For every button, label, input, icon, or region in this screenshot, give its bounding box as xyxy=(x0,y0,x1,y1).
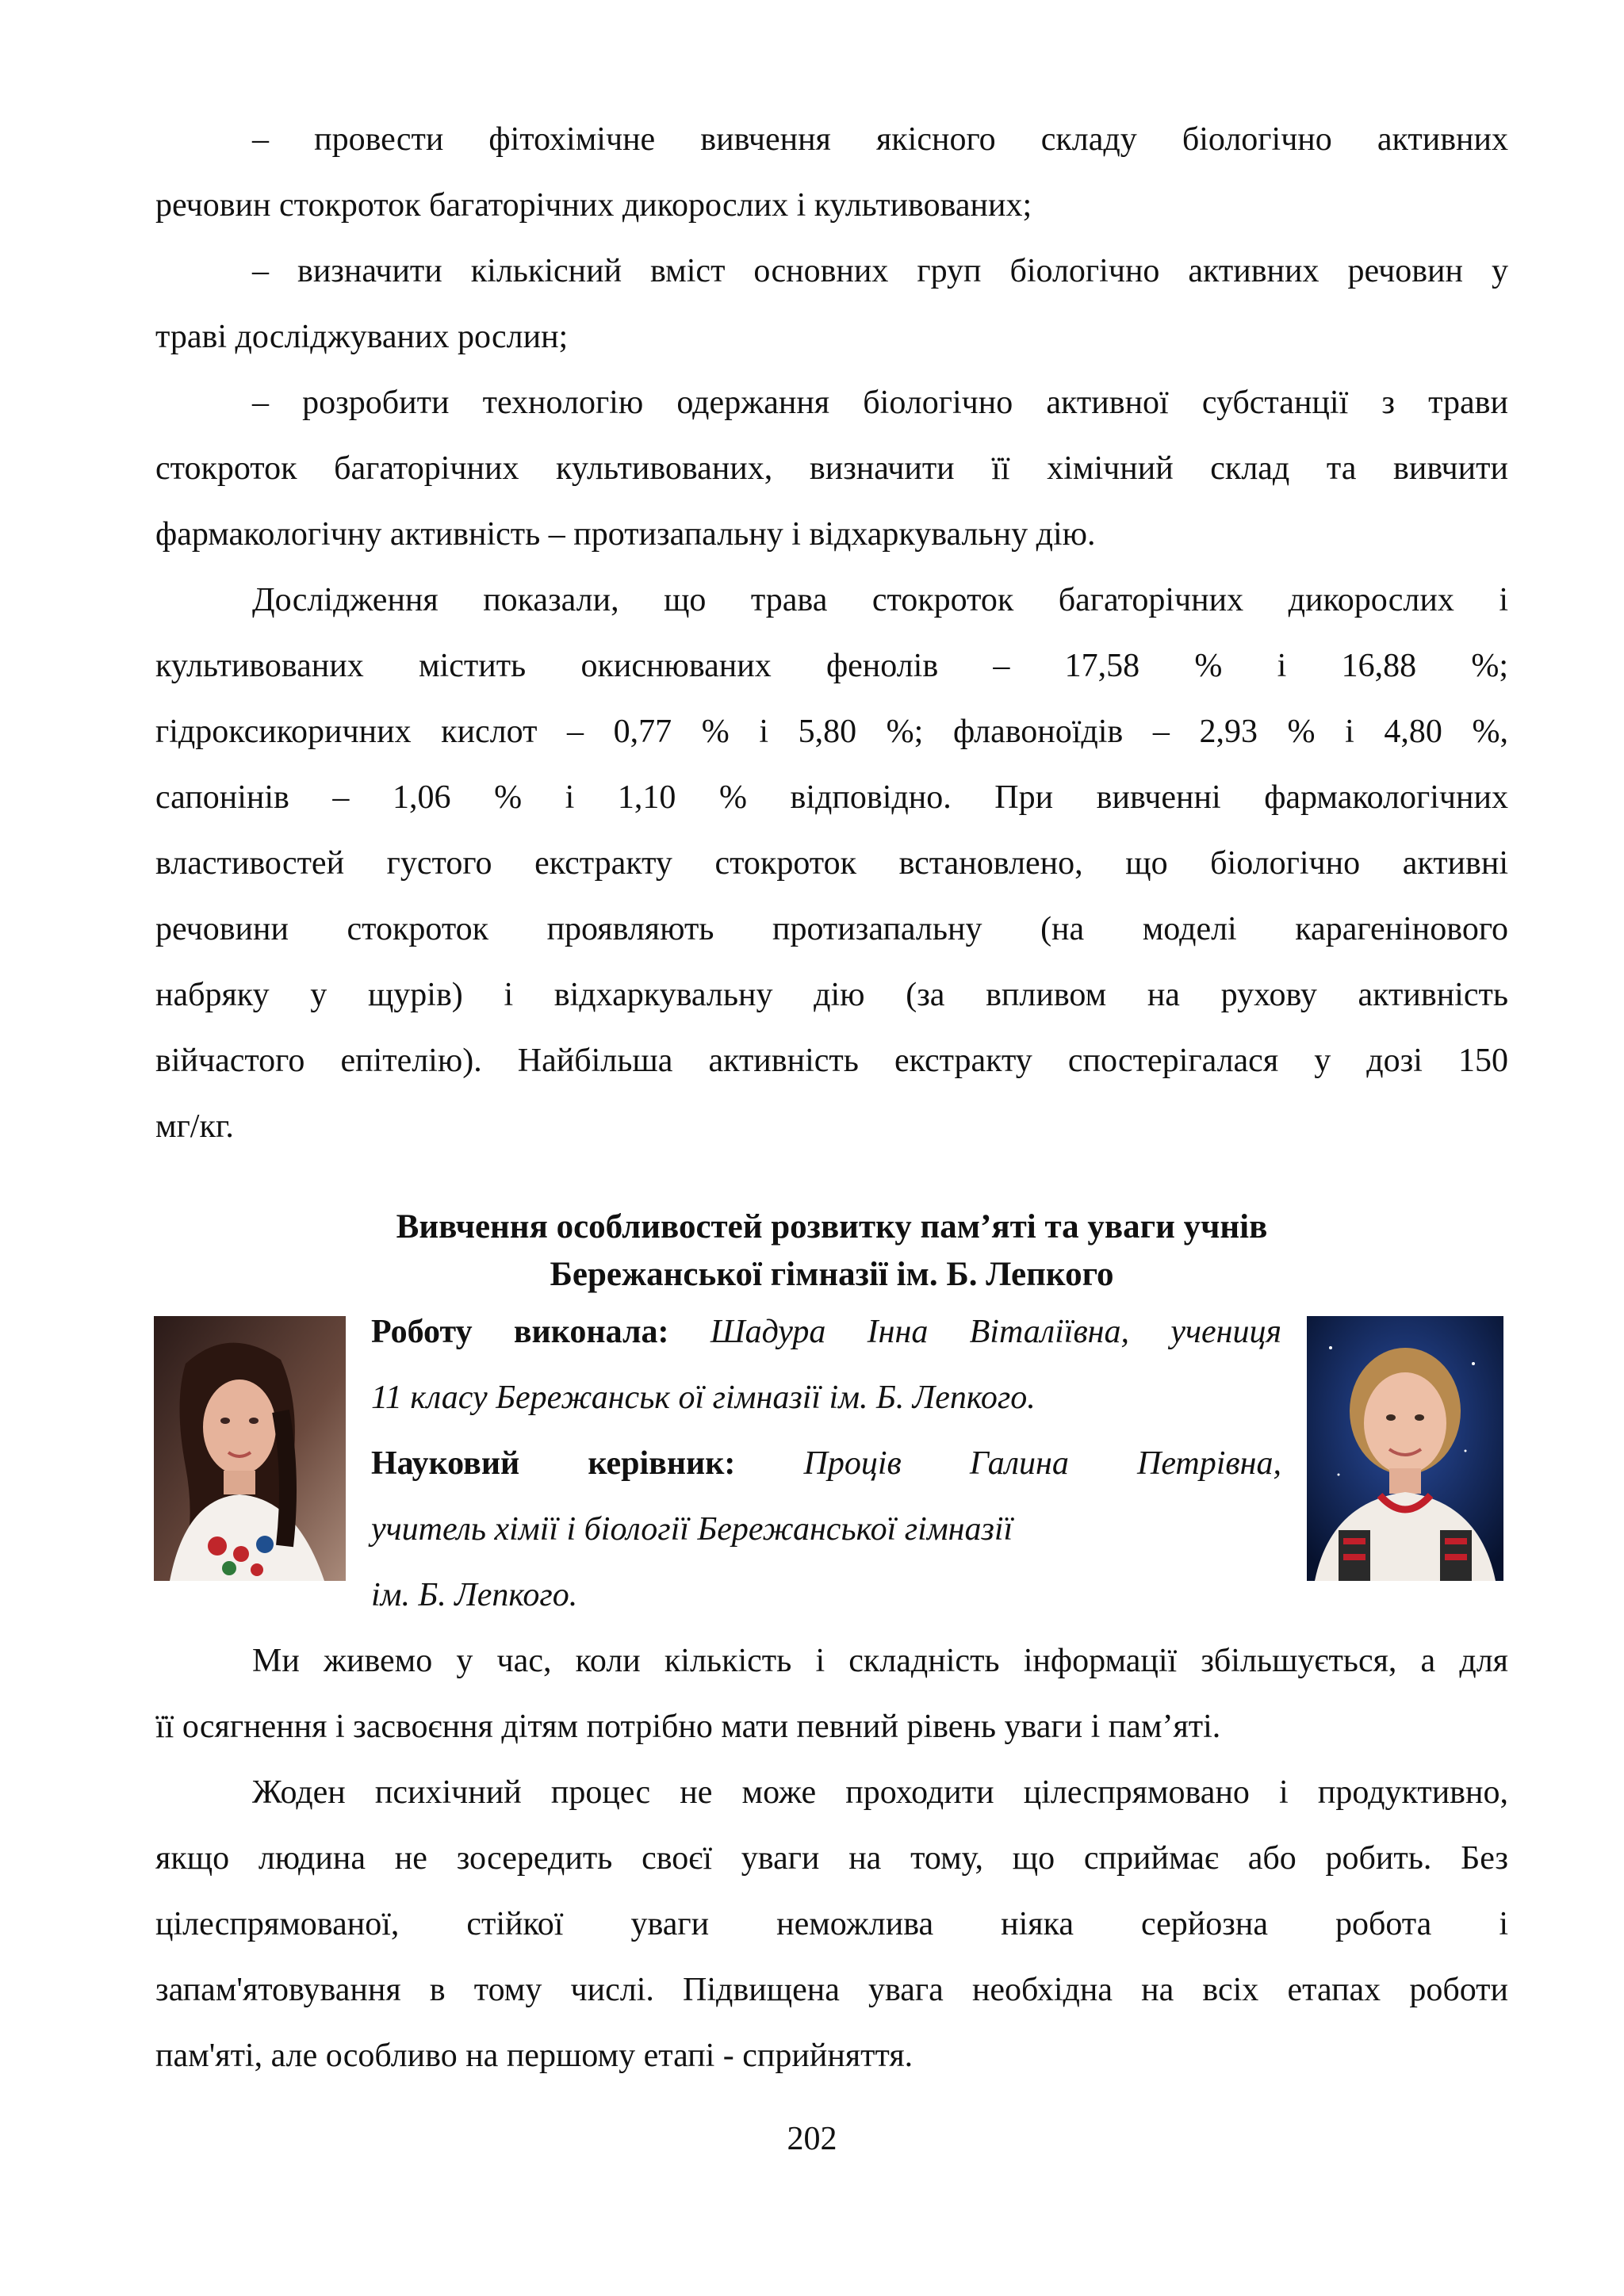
author-line xyxy=(371,1299,1281,1365)
body-line: Ми живемо у час, коли кількість і складність інформації збільшується, а для xyxy=(252,1643,1508,1679)
task-line: речовин стокроток багаторічних дикорослих і культивованих; xyxy=(155,187,1032,224)
advisor-school-line: ім. Б. Лепкого. xyxy=(371,1577,578,1613)
task-line: – розробити технологію одержання біологічно активної субстанції з трави xyxy=(252,385,1508,421)
body-line: якщо людина не зосередить своєї уваги на тому, що сприймає або робить. Без xyxy=(155,1840,1508,1877)
author-label: Роботу виконала: xyxy=(371,1314,669,1350)
results-line: властивостей густого екстракту стокроток встановлено, що біологічно активні xyxy=(155,845,1508,882)
body-line: цілеспрямованої, стійкої уваги неможлива ніяка серйозна робота і xyxy=(155,1906,1508,1942)
results-line: гідроксикоричних кислот – 0,77 % і 5,80 %; флавоноїдів – 2,93 % і 4,80 %, xyxy=(155,714,1508,750)
advisor-photo xyxy=(1307,1316,1503,1581)
body-line: пам'яті, але особливо на першому етапі - сприйняття. xyxy=(155,2038,914,2074)
results-line: речовини стокроток проявляють протизапальну (на моделі карагенінового xyxy=(155,911,1508,947)
results-line: культивованих містить окиснюваних фенолів – 17,58 % і 16,88 %; xyxy=(155,648,1508,684)
author-name: Шадура Інна Віталіївна, xyxy=(710,1314,1130,1350)
advisor-label: Науковий керівник: xyxy=(371,1445,736,1482)
task-line: – визначити кількісний вміст основних груп біологічно активних речовин у xyxy=(252,253,1508,289)
results-line: сапонінів – 1,06 % і 1,10 % відповідно. При вивченні фармакологічних xyxy=(155,779,1508,816)
advisor-line xyxy=(371,1431,1281,1497)
results-line: мг/кг. xyxy=(155,1108,234,1145)
results-line: війчастого епітелію). Найбільша активність екстракту спостерігалася у дозі 150 xyxy=(155,1043,1508,1079)
article-title-line: Вивчення особливостей розвитку пам’яті та уваги учнів xyxy=(396,1208,1268,1246)
advisor-name: Проців Галина Петрівна, xyxy=(803,1445,1281,1482)
body-line: її осягнення і засвоєння дітям потрібно мати певний рівень уваги і пам’яті. xyxy=(155,1709,1221,1745)
task-line: фармакологічну активність – протизапальну і відхаркувальну дію. xyxy=(155,516,1096,553)
task-line: траві досліджуваних рослин; xyxy=(155,319,569,355)
results-line: набряку у щурів) і відхаркувальну дію (за впливом на рухову активність xyxy=(155,977,1508,1013)
author-role: учениця xyxy=(1170,1314,1282,1350)
page-number: 202 xyxy=(787,2121,837,2157)
body-line: запам'ятовування в тому числі. Підвищена увага необхідна на всіх етапах роботи xyxy=(155,1972,1508,2008)
advisor-position-line: учитель хімії і біології Бережанської гімназії xyxy=(371,1511,1013,1548)
results-line: Дослідження показали, що трава стокроток багаторічних дикорослих і xyxy=(252,582,1508,618)
student-photo xyxy=(154,1316,346,1581)
task-line: – провести фітохімічне вивчення якісного складу біологічно активних xyxy=(252,121,1508,158)
body-line: Жоден психічний процес не може проходити цілеспрямовано і продуктивно, xyxy=(252,1774,1508,1811)
article-title-line: Бережанської гімназії ім. Б. Лепкого xyxy=(550,1256,1114,1293)
author-school-line: 11 класу Бережанськ ої гімназії ім. Б. Лепкого. xyxy=(371,1380,1036,1416)
task-line: стокроток багаторічних культивованих, визначити її хімічний склад та вивчити xyxy=(155,450,1508,487)
